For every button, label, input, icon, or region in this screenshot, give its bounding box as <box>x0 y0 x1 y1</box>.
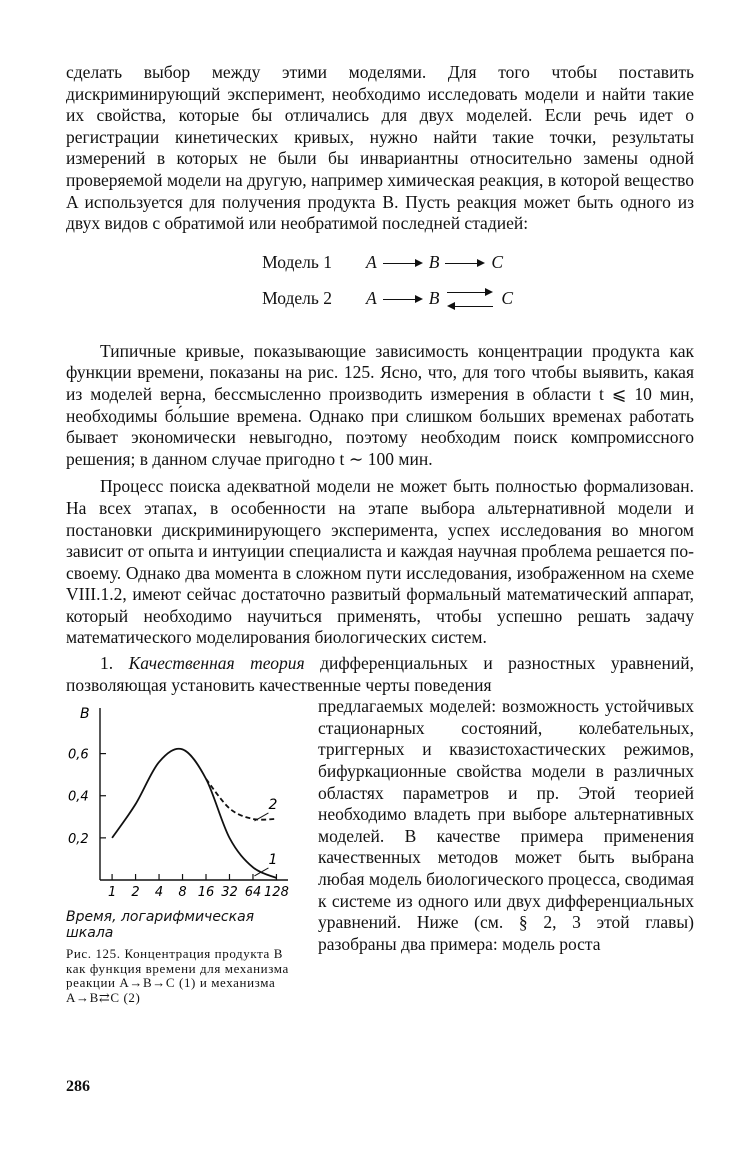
model-2-species-a: A <box>366 288 377 309</box>
paragraph-4-intro <box>66 653 694 696</box>
model-2-species-c: C <box>501 288 514 309</box>
paragraph-4-lead: дифференциальных и разностных уравнений, позволяющая установить качественные черты поведения <box>66 653 695 695</box>
x-tick-label: 8 <box>178 885 187 901</box>
model-1-species-b: B <box>428 252 440 273</box>
item-number: 1. <box>100 653 114 674</box>
x-tick-label: 32 <box>221 885 238 901</box>
model-2-row <box>66 281 694 317</box>
page-number: 286 <box>66 1078 90 1095</box>
paragraph-1: сделать выбор между этими моделями. Для того чтобы поставить дискриминирующий эксперимент, необходимо исследовать модели и найти такие их свойства, которые бы отличались для двух моделей. Если речь идет о регистрации кинетических кривых, нужно найти такие точки, результаты измерений в которых не были бы инвариантны относительно замены одной проверяемой модели на другую, например химическая реакция, в которой вещество A используется для получения продукта B. Пусть реакция может быть одного из двух видов с обратимой или необратимой последней стадией: <box>66 62 694 234</box>
model-2-scheme <box>366 285 513 313</box>
reversible-arrow-icon <box>447 285 493 313</box>
series-1-line <box>112 749 276 878</box>
x-tick-label: 64 <box>244 885 262 901</box>
x-tick-label: 2 <box>131 885 140 901</box>
model-2-species-b: B <box>428 288 440 309</box>
series-2-line <box>206 779 276 820</box>
figure-caption: Рис. 125. Концентрация продукта B как функция времени для механизма реакции A→B→C (1) и механизма A→B⇄C (2) <box>66 946 289 1005</box>
paragraph-2: Типичные кривые, показывающие зависимость концентрации продукта как функции времени, показаны на рис. 125. Ясно, что, для того чтобы выявить, какая из моделей верна, бессмысленно производить измерения в области t ⩽ 10 мин, необходимы бо́льшие времена. Однако при слишком больших временах работать бывает экономически невыгодно, поэтому необходим поиск компромиссного решения; в данном случае пригодно t ∼ 100 мин. <box>66 340 694 469</box>
paragraph-4-wrapped: предлагаемых моделей: возможность устойчивых стационарных состояний, колебательных, триггерных и квазистохастических режимов, бифуркационные свойства модели в различных областях параметров и пр. Этой теорией необходимо владеть при выборе альтернативных моделей. В качестве примера применения качественных методов может быть выбрана любая модель биологического процесса, сводимая к системе из одного или двух дифференциальных уравнений. Ниже (см. § 2, 3 этой главы) разобраны два примера: модель роста <box>318 696 694 954</box>
y-axis-label: B <box>80 706 90 723</box>
x-tick-label: 16 <box>197 885 215 901</box>
model-1-scheme <box>366 252 503 273</box>
y-tick-label: 0,2 <box>68 832 89 848</box>
paragraph-3: Процесс поиска адекватной модели не может быть полностью формализован. На всех этапах, в особенности на этапе выбора альтернативной модели и постановки дискриминирующего эксперимента, успех исследования во многом зависит от опыта и интуиции специалиста и каждая научная проблема решается по-своему. Однако два момента в сложном пути исследования, изображенном на схеме VIII.1.2, имеют сейчас достаточно развитый формальный математический аппарат, который необходимо научиться применять, чтобы успешно решать задачу математического моделирования биологических систем. <box>66 476 694 648</box>
forward-arrow-icon <box>383 293 423 305</box>
forward-arrow-icon <box>445 257 485 269</box>
model-1-label: Модель 1 <box>262 252 332 273</box>
y-tick-label: 0,6 <box>68 747 89 763</box>
model-1-species-a: A <box>366 252 377 273</box>
y-tick-label: 0,4 <box>68 789 89 805</box>
forward-arrow-icon <box>383 257 423 269</box>
model-1-row <box>66 245 694 281</box>
figure-125 <box>66 702 302 1005</box>
model-1-species-c: C <box>491 252 504 273</box>
qualitative-theory-term: Качественная теория <box>128 653 305 674</box>
x-tick-label: 128 <box>264 885 289 901</box>
x-tick-label: 1 <box>107 885 117 901</box>
chart-xlabel: Время, логарифмическая шкала <box>66 909 255 942</box>
x-tick-label: 4 <box>154 885 164 901</box>
model-2-label: Модель 2 <box>262 288 332 309</box>
concentration-chart <box>66 702 302 902</box>
page-body <box>66 62 694 1009</box>
figure-wrap-block <box>66 696 694 1005</box>
series-2-label: 2 <box>268 797 278 814</box>
series-1-label: 1 <box>268 852 278 869</box>
model-schemes <box>66 245 694 317</box>
